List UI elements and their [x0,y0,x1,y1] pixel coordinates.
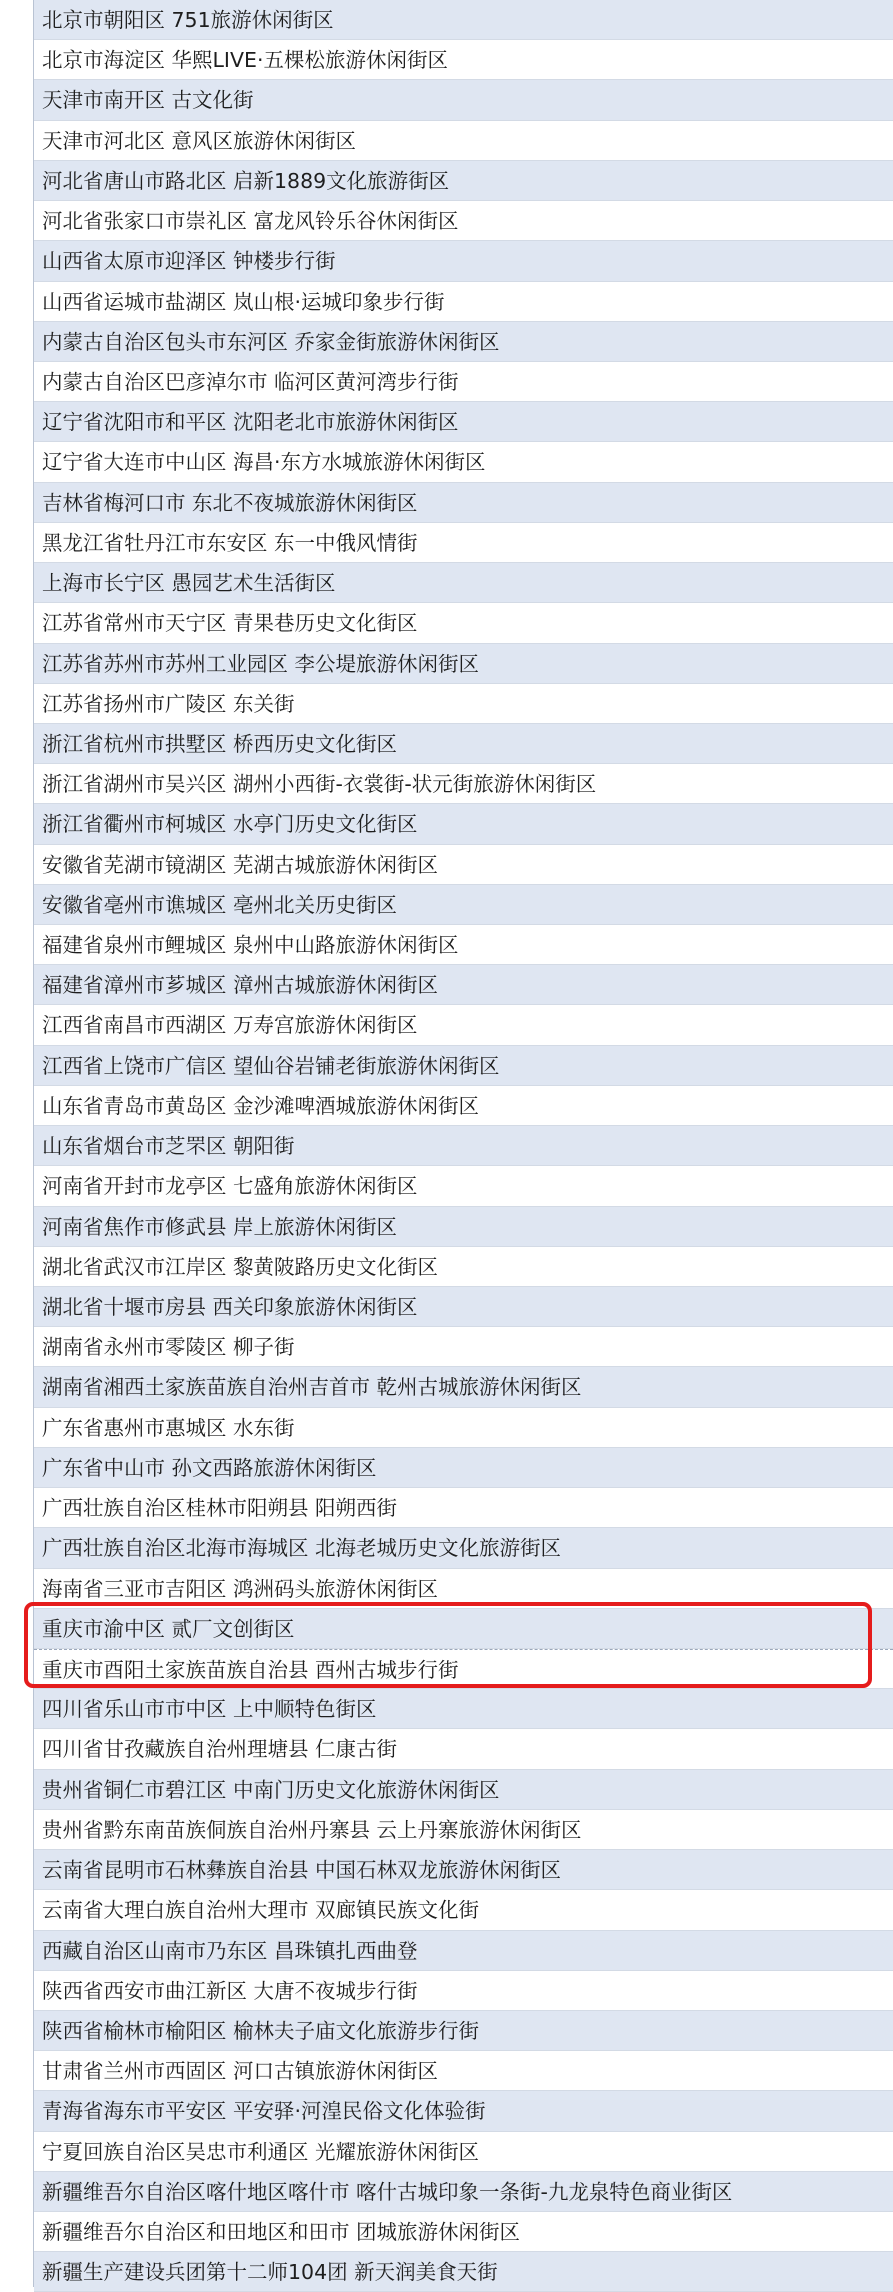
table-row-highlighted: 重庆市酉阳土家族苗族自治县 酉州古城步行街 [34,1649,893,1689]
table-row: 新疆生产建设兵团第十二师104团 新天润美食天街 [34,2252,893,2292]
table-row: 江苏省常州市天宁区 青果巷历史文化街区 [34,603,893,643]
table-row: 西藏自治区山南市乃东区 昌珠镇扎西曲登 [34,1931,893,1971]
table-row: 吉林省梅河口市 东北不夜城旅游休闲街区 [34,483,893,523]
table-row: 新疆维吾尔自治区和田地区和田市 团城旅游休闲街区 [34,2212,893,2252]
table-row: 云南省大理白族自治州大理市 双廊镇民族文化街 [34,1890,893,1930]
table-row: 黑龙江省牡丹江市东安区 东一中俄风情街 [34,523,893,563]
table-row: 海南省三亚市吉阳区 鸿洲码头旅游休闲街区 [34,1569,893,1609]
table-row: 内蒙古自治区巴彦淖尔市 临河区黄河湾步行街 [34,362,893,402]
table-row: 河南省开封市龙亭区 七盛角旅游休闲街区 [34,1166,893,1206]
table-row: 江西省南昌市西湖区 万寿宫旅游休闲街区 [34,1005,893,1045]
table-row: 贵州省铜仁市碧江区 中南门历史文化旅游休闲街区 [34,1770,893,1810]
table-row: 天津市河北区 意风区旅游休闲街区 [34,121,893,161]
table-row: 云南省昆明市石林彝族自治县 中国石林双龙旅游休闲街区 [34,1850,893,1890]
table-row: 浙江省杭州市拱墅区 桥西历史文化街区 [34,724,893,764]
table-row: 山西省太原市迎泽区 钟楼步行街 [34,241,893,281]
table-row: 浙江省衢州市柯城区 水亭门历史文化街区 [34,804,893,844]
table-row: 广东省中山市 孙文西路旅游休闲街区 [34,1448,893,1488]
table-row: 北京市海淀区 华熙LIVE·五棵松旅游休闲街区 [34,40,893,80]
table-row: 广东省惠州市惠城区 水东街 [34,1408,893,1448]
table-row: 江西省上饶市广信区 望仙谷岩铺老街旅游休闲街区 [34,1046,893,1086]
table-row: 辽宁省沈阳市和平区 沈阳老北市旅游休闲街区 [34,402,893,442]
table-row: 湖南省永州市零陵区 柳子街 [34,1327,893,1367]
table-row: 广西壮族自治区北海市海城区 北海老城历史文化旅游街区 [34,1528,893,1568]
table-row: 天津市南开区 古文化街 [34,80,893,120]
table-row: 河北省唐山市路北区 启新1889文化旅游街区 [34,161,893,201]
table-row: 陕西省榆林市榆阳区 榆林夫子庙文化旅游步行街 [34,2011,893,2051]
table-row: 湖南省湘西土家族苗族自治州吉首市 乾州古城旅游休闲街区 [34,1367,893,1407]
table-row: 甘肃省兰州市西固区 河口古镇旅游休闲街区 [34,2051,893,2091]
table-row-highlighted: 重庆市渝中区 贰厂文创街区 [34,1609,893,1649]
table-row: 湖北省武汉市江岸区 黎黄陂路历史文化街区 [34,1247,893,1287]
table-row: 辽宁省大连市中山区 海昌·东方水城旅游休闲街区 [34,442,893,482]
table-row: 湖北省十堰市房县 西关印象旅游休闲街区 [34,1287,893,1327]
table-row: 安徽省亳州市谯城区 亳州北关历史街区 [34,885,893,925]
table-row: 上海市长宁区 愚园艺术生活街区 [34,563,893,603]
table-row: 北京市朝阳区 751旅游休闲街区 [34,0,893,40]
table-row: 浙江省湖州市吴兴区 湖州小西街-衣裳街-状元街旅游休闲街区 [34,764,893,804]
table-row: 福建省泉州市鲤城区 泉州中山路旅游休闲街区 [34,925,893,965]
table-row: 宁夏回族自治区吴忠市利通区 光耀旅游休闲街区 [34,2132,893,2172]
table-row: 江苏省苏州市苏州工业园区 李公堤旅游休闲街区 [34,644,893,684]
table-row: 福建省漳州市芗城区 漳州古城旅游休闲街区 [34,965,893,1005]
table-row: 山西省运城市盐湖区 岚山根·运城印象步行街 [34,282,893,322]
table-row: 青海省海东市平安区 平安驿·河湟民俗文化体验街 [34,2091,893,2131]
table-row: 山东省青岛市黄岛区 金沙滩啤酒城旅游休闲街区 [34,1086,893,1126]
table-row: 四川省乐山市市中区 上中顺特色街区 [34,1689,893,1729]
table-row: 山东省烟台市芝罘区 朝阳街 [34,1126,893,1166]
table-row: 四川省甘孜藏族自治州理塘县 仁康古街 [34,1729,893,1769]
street-list-table [33,0,893,2287]
table-row: 贵州省黔东南苗族侗族自治州丹寨县 云上丹寨旅游休闲街区 [34,1810,893,1850]
table-row: 新疆维吾尔自治区喀什地区喀什市 喀什古城印象一条街-九龙泉特色商业街区 [34,2172,893,2212]
table-row: 河北省张家口市崇礼区 富龙风铃乐谷休闲街区 [34,201,893,241]
table-row: 内蒙古自治区包头市东河区 乔家金街旅游休闲街区 [34,322,893,362]
table-row: 安徽省芜湖市镜湖区 芜湖古城旅游休闲街区 [34,845,893,885]
table-row: 河南省焦作市修武县 岸上旅游休闲街区 [34,1207,893,1247]
table-row: 广西壮族自治区桂林市阳朔县 阳朔西街 [34,1488,893,1528]
table-row: 江苏省扬州市广陵区 东关街 [34,684,893,724]
table-row: 陕西省西安市曲江新区 大唐不夜城步行街 [34,1971,893,2011]
